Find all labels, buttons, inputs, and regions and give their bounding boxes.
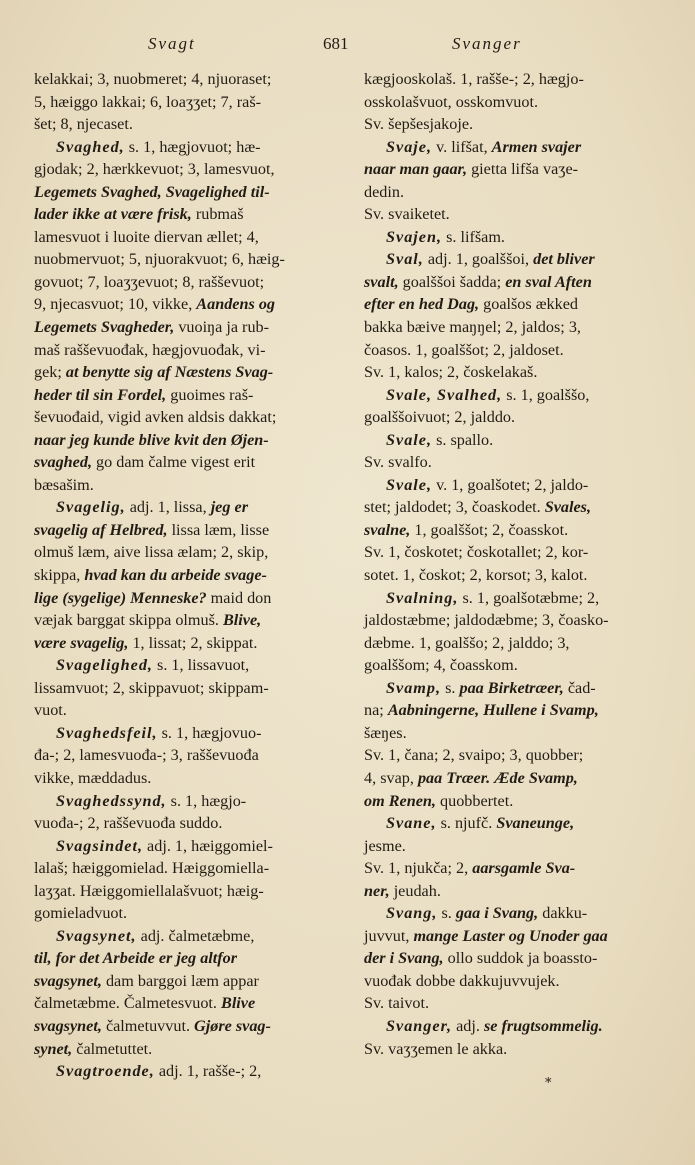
left-column-line [34, 361, 338, 384]
entry-headword: Svang, [386, 904, 438, 923]
right-column-line [364, 992, 654, 1015]
left-column-line [34, 722, 338, 745]
entry-text: đa-; 2, lamesvuođa-; 3, rašševuođa [34, 746, 259, 765]
left-column-line [34, 699, 338, 722]
left-column-line [34, 1060, 338, 1083]
entry-text: vuoiŋa ja rub- [174, 318, 270, 337]
entry-text: 1, lissat; 2, skippat. [128, 633, 258, 652]
entry-text: adj. 1, rašše-; 2, [154, 1062, 262, 1081]
entry-text: sotet. 1, čoskot; 2, korsot; 3, kalot. [364, 566, 588, 585]
example-phrase: lader ikke at være frisk, [34, 205, 192, 224]
entry-text: Sv. vaʒʒemen le akka. [364, 1039, 508, 1058]
right-column-line [364, 91, 654, 114]
entry-text: dakku- [538, 904, 588, 923]
example-phrase: naar jeg kunde blive kvit den Øjen- [34, 430, 269, 449]
example-phrase: svaghed, [34, 453, 92, 472]
header-first-word: Svagt [148, 34, 196, 53]
example-phrase: svagelig af Helbred, [34, 520, 168, 539]
right-column-line [364, 68, 654, 91]
entry-text: kelakkai; 3, nuobmeret; 4, njuoraset; [34, 70, 272, 88]
example-phrase: en sval Aften [505, 272, 592, 291]
entry-headword: Svagelig, [56, 498, 126, 517]
right-column-line [364, 339, 654, 362]
entry-text: s. 1, hægjovuot; hæ- [124, 137, 261, 156]
entry-text: olmuš læm, aive lissa ælam; 2, skip, [34, 543, 269, 562]
example-phrase: ner, [364, 881, 390, 900]
left-column-line [34, 744, 338, 767]
right-column-line [364, 136, 654, 159]
right-column-line [364, 203, 654, 226]
right-column-line [364, 857, 654, 880]
left-column-line [34, 857, 338, 880]
entry-text: juvvut, [364, 926, 414, 945]
right-column-line [364, 1038, 654, 1061]
page-number: 681 [323, 34, 349, 53]
example-phrase: paa Træer. Æde Svamp, [417, 768, 578, 787]
right-column-line [364, 767, 654, 790]
right-column-line [364, 699, 654, 722]
entry-text: lalaš; hæiggomielad. Hæiggomiella- [34, 859, 270, 878]
example-phrase: Aabningerne, Hullene i Svamp, [387, 701, 599, 720]
left-column-line [34, 339, 338, 362]
example-phrase: svalt, [364, 272, 399, 291]
entry-text: s. [441, 678, 460, 697]
entry-text: čoasos. 1, goalššot; 2, jaldoset. [364, 340, 564, 359]
entry-text: bæsašim. [34, 475, 94, 494]
entry-text: s. spallo. [432, 430, 494, 449]
entry-text: na; [364, 701, 388, 720]
entry-text: gomieladvuot. [34, 904, 128, 923]
example-phrase: aarsgamle Sva- [472, 859, 576, 878]
entry-text: 9, njecasvuot; 10, vikke, [34, 295, 197, 314]
entry-text: ollo suddok ja boassto- [443, 949, 598, 968]
example-phrase: om Renen, [364, 791, 436, 810]
entry-text: vuođa-; 2, rašševuođa suddo. [34, 814, 223, 833]
entry-text: stet; jaldodet; 3, čoaskodet. [364, 498, 545, 517]
entry-text: gek; [34, 363, 66, 382]
entry-text: laʒʒat. Hæiggomiellalašvuot; hæig- [34, 881, 264, 900]
entry-text: čalmetæbme. Čalmetesvuot. [34, 994, 222, 1013]
left-column-line [34, 181, 338, 204]
entry-text: adj. 1, goalššoi, [423, 250, 534, 269]
left-column-line [34, 384, 338, 407]
right-column-line [364, 564, 654, 587]
left-column-line [34, 992, 338, 1015]
left-column-line [34, 541, 338, 564]
right-column-line [364, 248, 654, 271]
example-phrase: Svales, [544, 498, 592, 517]
right-column-line [364, 384, 654, 407]
entry-text: væjak barggat skippa olmuš. [34, 611, 223, 630]
entry-text: s. [437, 904, 456, 923]
entry-text: quobbertet. [435, 791, 514, 810]
entry-text: adj. [452, 1016, 484, 1035]
example-phrase: Aandens og [196, 295, 276, 314]
header-last-word: Svanger [452, 34, 522, 53]
entry-text: lissa læm, lisse [167, 520, 270, 539]
left-column-line [34, 587, 338, 610]
example-phrase: hvad kan du arbeide svage- [84, 566, 267, 585]
right-column-line [364, 722, 654, 745]
entry-text: vuot. [34, 701, 67, 720]
right-column-line [364, 812, 654, 835]
example-phrase: Blive [221, 994, 256, 1013]
entry-text: s. 1, hægjovuo- [157, 723, 262, 742]
entry-text: 1, goalššot; 2, čoasskot. [410, 520, 569, 539]
entry-text: 5, hæiggo lakkai; 6, loaʒʒet; 7, raš- [34, 92, 262, 111]
example-phrase: være svagelig, [34, 633, 129, 652]
left-column-line [34, 947, 338, 970]
entry-text: Sv. svalfo. [364, 453, 432, 472]
entry-text: goalššoi šaddа; [398, 272, 506, 291]
entry-text: ševuođaid, vigid avken aldsis dakkat; [34, 408, 277, 427]
entry-headword: Svajen, [386, 227, 443, 246]
left-column-line [34, 1015, 338, 1038]
left-column-line [34, 880, 338, 903]
entry-text: adj. 1, lissa, [125, 498, 211, 517]
entry-text: s. 1, hægjo- [166, 791, 247, 810]
right-column [364, 68, 654, 1060]
example-phrase: til, for det Arbeide er jeg altfor [34, 949, 238, 968]
left-column-line [34, 767, 338, 790]
entry-text: rubmaš [191, 205, 244, 224]
entry-text: s. njufč. [436, 814, 497, 833]
entry-headword: Svane, [386, 814, 437, 833]
right-column-line [364, 271, 654, 294]
right-column-line [364, 609, 654, 632]
example-phrase: at benytte sig af Næstens Svag- [65, 363, 274, 382]
example-phrase: svalne, [364, 520, 411, 539]
right-column-line [364, 158, 654, 181]
example-phrase: gaa i Svang, [455, 904, 539, 923]
example-phrase: svagsynet, [34, 971, 102, 990]
example-phrase: synet, [34, 1039, 73, 1058]
right-column-line [364, 947, 654, 970]
right-column-line [364, 677, 654, 700]
signature-mark: * [545, 1076, 552, 1091]
entry-headword: Sval, [386, 250, 424, 269]
entry-text: jeudah. [389, 881, 441, 900]
entry-text: Sv. taivot. [364, 994, 430, 1013]
entry-headword: Svale, [386, 430, 433, 449]
left-column-line [34, 970, 338, 993]
entry-text: adj. 1, hæiggomiel- [143, 836, 273, 855]
left-column-line [34, 203, 338, 226]
entry-text: Sv. 1, kalos; 2, čoskelakaš. [364, 363, 538, 382]
entry-text: bakka bæive maŋŋel; 2, jaldos; 3, [364, 318, 581, 337]
right-column-line [364, 880, 654, 903]
left-column-line [34, 925, 338, 948]
entry-text: s. lifšam. [442, 227, 505, 246]
entry-text: gietta lifša vaʒe- [467, 160, 579, 179]
right-column-line [364, 429, 654, 452]
entry-text: govuot; 7, loaʒʒevuot; 8, rašševuot; [34, 272, 265, 291]
left-column-line [34, 1038, 338, 1061]
entry-text: s. 1, goalšotæbme; 2, [458, 588, 600, 607]
example-phrase: det bliver [533, 250, 595, 269]
right-column-line [364, 181, 654, 204]
entry-text: osskolašvuot, osskomvuot. [364, 92, 539, 111]
example-phrase: efter en hed Dag, [364, 295, 480, 314]
entry-headword: Svale, [386, 475, 433, 494]
right-column-line [364, 654, 654, 677]
left-column-line [34, 902, 338, 925]
entry-headword: Svaghed, [56, 137, 125, 156]
left-column-line [34, 812, 338, 835]
entry-text: 4, svap, [364, 768, 418, 787]
example-phrase: paa Birketræer, [459, 678, 564, 697]
example-phrase: naar man gaar, [364, 160, 468, 179]
entry-headword: Svamp, [386, 678, 442, 697]
entry-text: s. 1, goalššo, [502, 385, 590, 404]
entry-text: nuobmervuot; 5, njuorakvuot; 6, hæig- [34, 250, 285, 269]
right-column-line [364, 496, 654, 519]
entry-text: s. 1, lissavuot, [152, 656, 250, 675]
left-column-line [34, 609, 338, 632]
example-phrase: jeg er [210, 498, 248, 517]
entry-text: šet; 8, njecaset. [34, 115, 133, 134]
entry-headword: Svaje, [386, 137, 433, 156]
entry-text: lamesvuot i luoite diervan ællet; 4, [34, 227, 259, 246]
entry-text: jaldostæbme; jaldodæbme; 3, čoasko- [364, 611, 609, 630]
entry-headword: Svagsindet, [56, 836, 143, 855]
example-phrase: Blive, [223, 611, 262, 630]
right-column-line [364, 925, 654, 948]
example-phrase: mange Laster og Unoder gaa [413, 926, 608, 945]
entry-text: vuođak dobbe dakkujuvvujek. [364, 971, 560, 990]
entry-text: Sv. svaiketet. [364, 205, 450, 224]
example-phrase: Gjøre svag- [194, 1016, 271, 1035]
left-column-line [34, 406, 338, 429]
left-column-line [34, 632, 338, 655]
left-column-line [34, 564, 338, 587]
right-column-line [364, 519, 654, 542]
example-phrase: Legemets Svagheder, [34, 318, 175, 337]
right-column-line [364, 632, 654, 655]
right-column-line [364, 902, 654, 925]
entry-text: goalššom; 4, čoasskom. [364, 656, 518, 675]
entry-text: Sv. 1, čoskotet; čoskotallet; 2, kor- [364, 543, 589, 562]
entry-text: go dam čalme vigest erit [92, 453, 256, 472]
entry-headword: Svaghedsfeil, [56, 723, 158, 742]
entry-headword: Svale, Svalhed, [386, 385, 503, 404]
entry-text: vikke, mæddadus. [34, 768, 152, 787]
left-column-line [34, 519, 338, 542]
entry-text: guoimes raš- [166, 385, 254, 404]
entry-text: dæbme. 1, goalššo; 2, jalddo; 3, [364, 633, 570, 652]
entry-text: Sv. šepšesjakoje. [364, 115, 474, 134]
entry-text: Sv. 1, njukča; 2, [364, 859, 473, 878]
entry-text: Sv. 1, čana; 2, svaipo; 3, quobber; [364, 746, 584, 765]
right-column-line [364, 474, 654, 497]
right-column-line [364, 541, 654, 564]
left-column-line [34, 226, 338, 249]
left-column-line [34, 474, 338, 497]
entry-text: dedin. [364, 182, 405, 201]
entry-headword: Svagtroende, [56, 1062, 155, 1081]
left-column-line [34, 248, 338, 271]
entry-headword: Svagsynet, [56, 926, 137, 945]
right-column-line [364, 361, 654, 384]
entry-text: v. lifšat, [432, 137, 492, 156]
example-phrase: heder til sin Fordel, [34, 385, 167, 404]
example-phrase: lige (sygelige) Menneske? [34, 588, 207, 607]
left-column-line [34, 677, 338, 700]
left-column-line [34, 790, 338, 813]
left-column-line [34, 654, 338, 677]
right-column-line [364, 226, 654, 249]
left-column-line [34, 68, 338, 91]
left-column-line [34, 451, 338, 474]
example-phrase: Legemets Svaghed, Svagelighed til- [34, 182, 270, 201]
right-column-line [364, 587, 654, 610]
entry-text: gjodak; 2, hærkkevuot; 3, lamesvuot, [34, 160, 275, 179]
entry-text: maš rašševuođak, hægjovuođak, vi- [34, 340, 266, 359]
entry-headword: Svagelighed, [56, 656, 153, 675]
right-column-line [364, 316, 654, 339]
entry-text: adj. čalmetæbme, [136, 926, 255, 945]
right-column-line [364, 790, 654, 813]
entry-text: kægjooskolaš. 1, rašše-; 2, hægjo- [364, 70, 584, 88]
right-column-line [364, 406, 654, 429]
example-phrase: se frugtsommelig. [483, 1016, 603, 1035]
left-column-line [34, 429, 338, 452]
entry-headword: Svaghedssynd, [56, 791, 167, 810]
example-phrase: svagsynet, [34, 1016, 102, 1035]
example-phrase: Svaneunge, [496, 814, 575, 833]
left-column-line [34, 496, 338, 519]
left-column [34, 68, 338, 1083]
example-phrase: Armen svajer [491, 137, 582, 156]
entry-text: šæŋes. [364, 723, 407, 742]
right-column-line [364, 1015, 654, 1038]
entry-headword: Svalning, [386, 588, 459, 607]
entry-text: goalššoivuot; 2, jalddo. [364, 408, 516, 427]
entry-text: goalšos ækked [479, 295, 579, 314]
entry-headword: Svanger, [386, 1016, 453, 1035]
entry-text: jesme. [364, 836, 406, 855]
right-column-line [364, 451, 654, 474]
right-column-line [364, 970, 654, 993]
left-column-line [34, 316, 338, 339]
right-column-line [364, 113, 654, 136]
right-column-line [364, 835, 654, 858]
left-column-line [34, 91, 338, 114]
entry-text: čalmetuttet. [72, 1039, 153, 1058]
entry-text: v. 1, goalšotet; 2, jaldo- [432, 475, 589, 494]
entry-text: skippa, [34, 566, 85, 585]
left-column-line [34, 835, 338, 858]
entry-text: dam barggoi læm appar [101, 971, 259, 990]
left-column-line [34, 158, 338, 181]
running-header [0, 34, 695, 60]
entry-text: lissamvuot; 2, skippavuot; skippam- [34, 678, 269, 697]
entry-text: čalmetuvvut. [101, 1016, 195, 1035]
left-column-line [34, 113, 338, 136]
right-column-line [364, 293, 654, 316]
left-column-line [34, 293, 338, 316]
left-column-line [34, 136, 338, 159]
left-column-line [34, 271, 338, 294]
example-phrase: der i Svang, [364, 949, 444, 968]
entry-text: čad- [563, 678, 596, 697]
right-column-line [364, 744, 654, 767]
entry-text: maid don [206, 588, 272, 607]
